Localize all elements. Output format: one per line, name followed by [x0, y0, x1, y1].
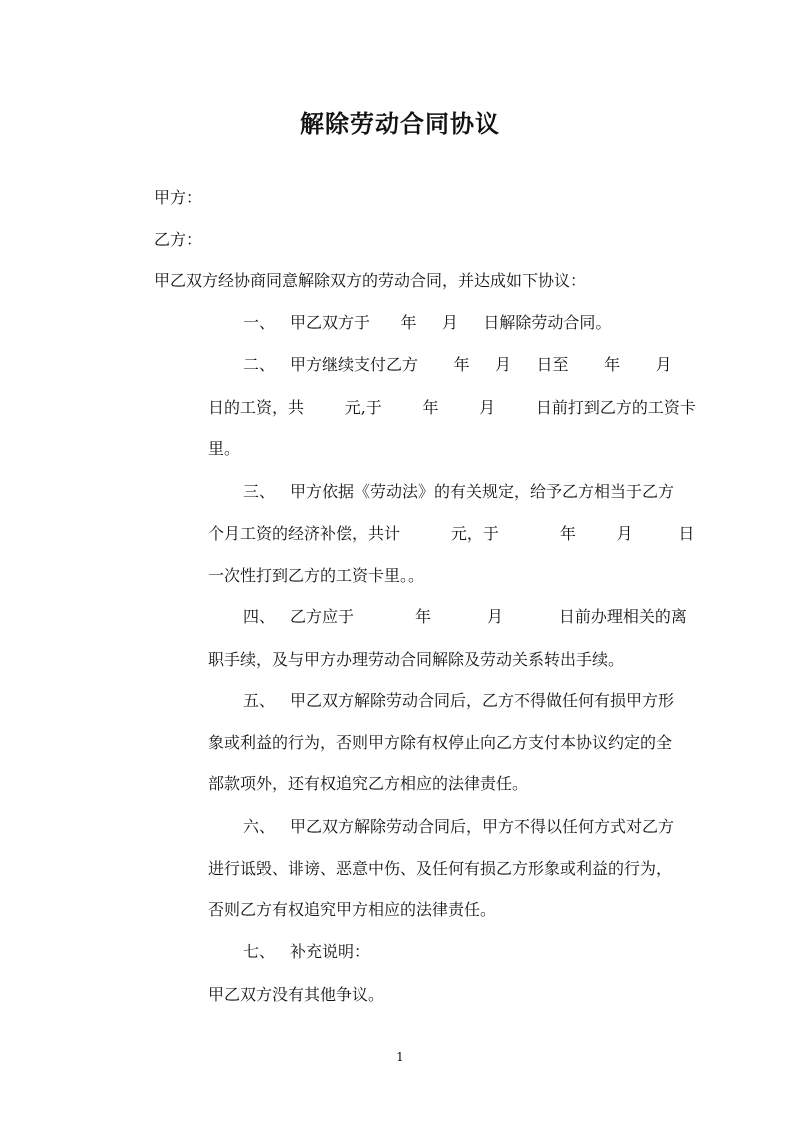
clause-text-line: 职手续，及与甲方办理劳动合同解除及劳动关系转出手续。: [208, 650, 625, 669]
clause-text-line: 进行诋毁、诽谤、恶意中伤、及任何有损乙方形象或利益的行为，: [208, 859, 673, 878]
intro-paragraph: 甲乙双方经协商同意解除双方的劳动合同，并达成如下协议：: [154, 271, 587, 290]
clause-text-line: 否则乙方有权追究甲方相应的法律责任。: [208, 900, 497, 919]
clause-number: 四、: [243, 607, 276, 626]
clause-number: 七、: [243, 942, 276, 961]
clause-number: 二、: [243, 355, 276, 374]
clause-text-line: 甲乙双方解除劳动合同后，甲方不得以任何方式对乙方: [290, 817, 675, 836]
clause-text-line: 甲乙双方解除劳动合同后，乙方不得做任何有损甲方形: [290, 691, 675, 710]
clause-text-line: 个月工资的经济补偿，共计 元，于 年 月 日: [208, 524, 695, 543]
clause-text-line: 甲方继续支付乙方 年 月 日至 年 月: [290, 355, 672, 374]
party-b-label: 乙方：: [154, 230, 203, 249]
document-title: 解除劳动合同协议: [300, 110, 500, 138]
clause-text-line: 补充说明：: [290, 942, 371, 961]
clause-text-line: 甲乙双方于 年 月 日解除劳动合同。: [290, 313, 612, 332]
clause-text-line: 乙方应于 年 月 日前办理相关的离: [290, 607, 687, 626]
clause-text-line: 部款项外，还有权追究乙方相应的法律责任。: [208, 774, 529, 793]
clause-number: 三、: [243, 482, 276, 501]
clause-text-line: 日的工资，共 元,于 年 月 日前打到乙方的工资卡: [208, 398, 696, 417]
clause-text-line: 象或利益的行为，否则甲方除有权停止向乙方支付本协议约定的全: [208, 733, 673, 752]
clause-number: 六、: [243, 817, 276, 836]
page-number: 1: [396, 1050, 404, 1064]
clause-number: 五、: [243, 691, 276, 710]
party-a-label: 甲方：: [154, 188, 203, 207]
clause-text-line: 甲方依据《劳动法》的有关规定，给予乙方相当于乙方: [290, 482, 675, 501]
clause-text-line: 里。: [208, 439, 241, 458]
clause-number: 一、: [243, 313, 276, 332]
closing-statement: 甲乙双方没有其他争议。: [208, 985, 385, 1004]
clause-text-line: 一次性打到乙方的工资卡里。。: [208, 566, 425, 585]
